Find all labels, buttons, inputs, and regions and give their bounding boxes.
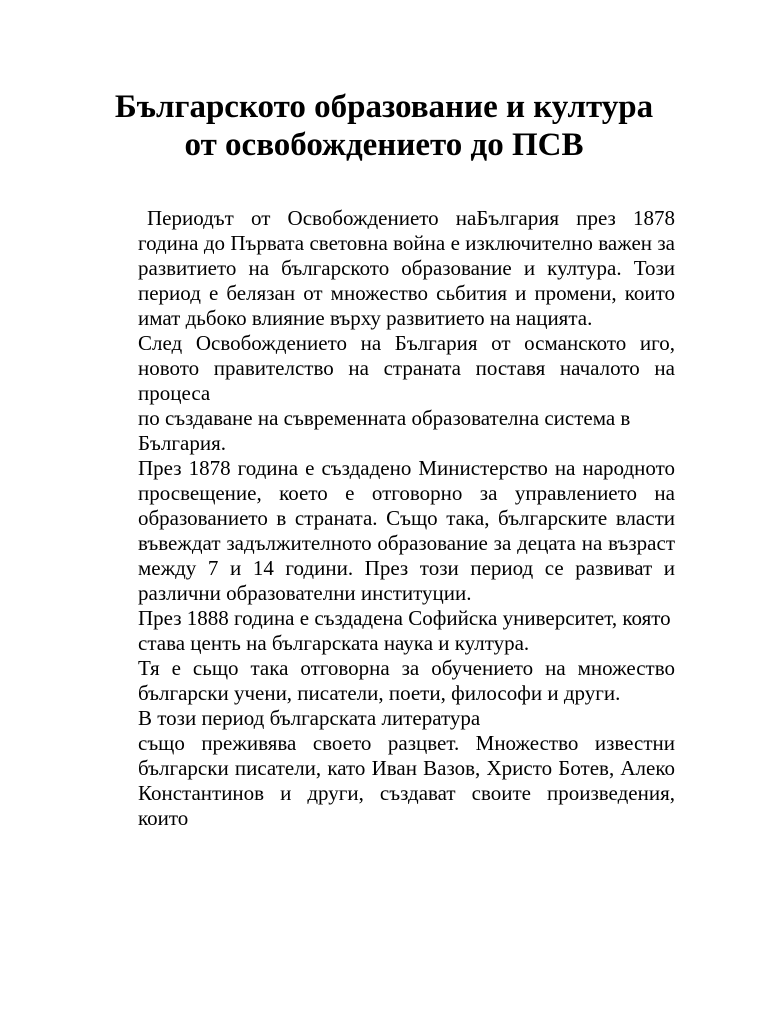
- paragraph-university: През 1888 година е създадена Софийска университет, която става центь на българската наука и култура.: [138, 606, 671, 655]
- title-line-1: Българското образование и култура: [114, 89, 654, 125]
- paragraph-liberation: След Освобождението на България от османското иго, новото правителство на страната поставя началото на процеса: [138, 331, 675, 405]
- paragraph-literature-intro: В този период българската литература: [138, 706, 481, 730]
- paragraph-literature: също преживява своето разцвет. Множество известни български писатели, като Иван Вазов, Христо Ботев, Алеко Константинов и други, създават своите произведения, които: [138, 731, 675, 830]
- paragraph-education-system: по създаване на съвременната образователна система в България.: [138, 406, 631, 455]
- document-body: [138, 206, 675, 831]
- paragraph-intro: Периодът от Освобождението наБългария през 1878 година до Първата световна война е изключително важен за развитието на българското образование и култура. Този период е белязан от множество сьбития и промени, които имат дьбоко влияние върху развитието на нацията.: [138, 206, 675, 330]
- title-line-2: от освобождението до ПСВ: [184, 127, 584, 163]
- paragraph-university-role: Тя е сьщо така отговорна за обучението на множество български учени, писатели, поети, философи и други.: [138, 656, 675, 705]
- document-title: [90, 88, 678, 164]
- paragraph-ministry: През 1878 година е създадено Министерство на народното просвещение, което е отговорно за управлението на образованието в страната. Също така, българските власти въвеждат задължителното образование за децата на възраст между 7 и 14 години. През този период се развиват и различни образователни институции.: [138, 456, 675, 605]
